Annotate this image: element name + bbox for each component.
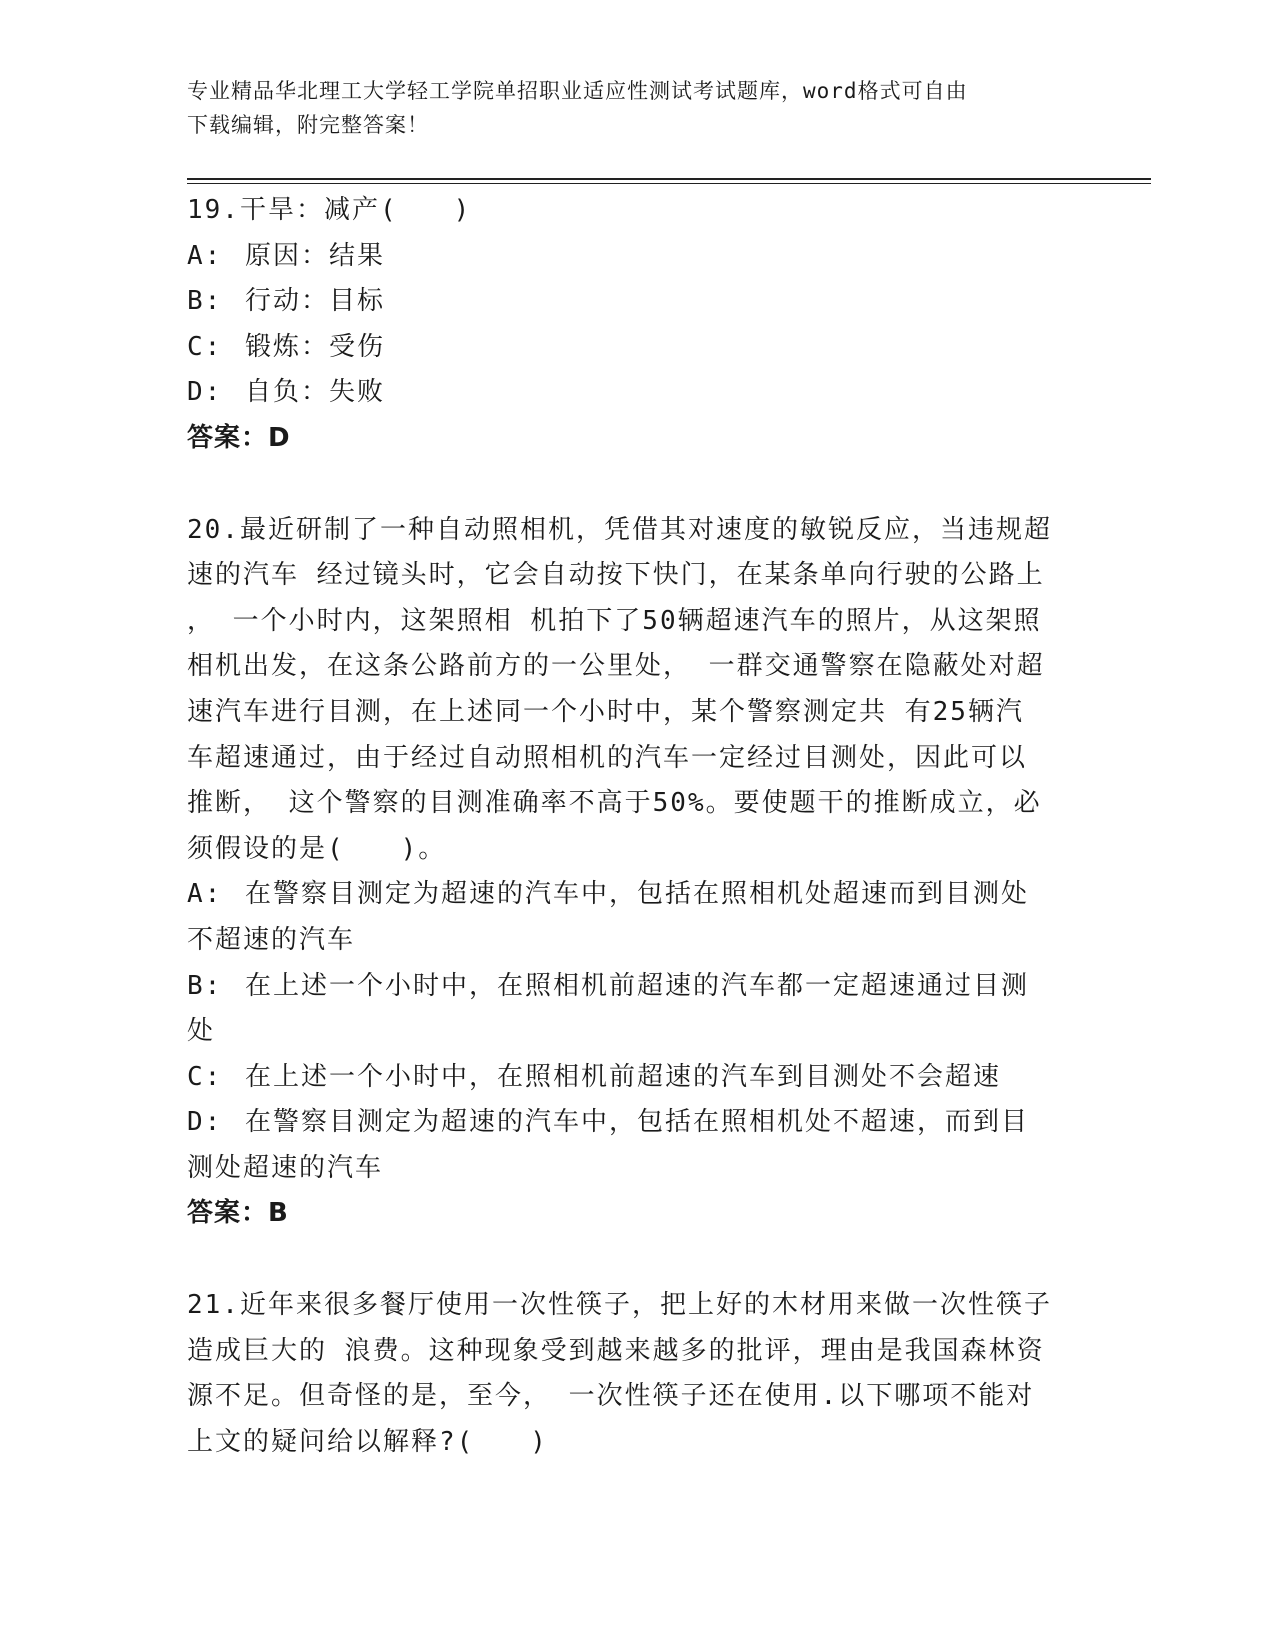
question-21 (187, 1283, 1092, 1465)
question-19 (187, 188, 1092, 462)
option-d (187, 1100, 1092, 1146)
option-text: 在上述一个小时中，在照相机前超速的汽车到目测处不会超速 (245, 1061, 1002, 1092)
question-stem-line: 上文的疑问给以解释?( ) (187, 1426, 548, 1457)
option-text: 在警察目测定为超速的汽车中，包括在照相机处超速而到目测处 (245, 879, 1030, 910)
option-text: 在上述一个小时中，在照相机前超速的汽车都一定超速通过目测 (245, 970, 1030, 1001)
question-stem-line: 造成巨大的 浪费。这种现象受到越来越多的批评，理由是我国森林资 (187, 1335, 1045, 1366)
question-stem-line: 20.最近研制了一种自动照相机，凭借其对速度的敏锐反应，当违规超 (187, 514, 1052, 545)
option-text: 锻炼：受伤 (245, 331, 386, 362)
option-b (187, 964, 1092, 1010)
option-text: 原因：结果 (245, 240, 386, 271)
question-stem-line: 速的汽车 经过镜头时，它会自动按下快门，在某条单向行驶的公路上 (187, 560, 1045, 591)
option-label: B: (187, 286, 223, 317)
option-label: B: (187, 970, 223, 1001)
option-label: D: (187, 377, 223, 408)
question-stem-line: ， 一个小时内，这架照相 机拍下了50辆超速汽车的照片，从这架照 (187, 605, 1042, 636)
answer-text: 答案：D (187, 422, 291, 453)
option-label: D: (187, 1107, 223, 1138)
question-stem-line: 21.近年来很多餐厅使用一次性筷子，把上好的木材用来做一次性筷子 (187, 1290, 1052, 1321)
option-d-continued: 测处超速的汽车 (187, 1152, 384, 1183)
option-a-continued: 不超速的汽车 (187, 924, 356, 955)
option-label: C: (187, 1061, 223, 1092)
question-list (187, 188, 1092, 1465)
option-text: 行动：目标 (245, 286, 386, 317)
question-20 (187, 508, 1092, 1238)
question-stem-line: 相机出发，在这条公路前方的一公里处， 一群交通警察在隐蔽处对超 (187, 651, 1045, 682)
header-line-2: 下载编辑，附完整答案！ (187, 113, 429, 137)
question-stem-line: 车超速通过，由于经过自动照相机的汽车一定经过目测处，因此可以 (187, 742, 1028, 773)
option-c (187, 1055, 1092, 1101)
option-b-continued: 处 (187, 1016, 216, 1047)
option-a (187, 872, 1092, 918)
option-text: 自负：失败 (245, 377, 386, 408)
answer-text: 答案：B (187, 1198, 289, 1229)
option-label: A: (187, 879, 223, 910)
option-text: 在警察目测定为超速的汽车中，包括在照相机处不超速，而到目 (245, 1107, 1030, 1138)
option-label: C: (187, 331, 223, 362)
option-d (187, 370, 1092, 416)
header-rule-thick (187, 178, 1151, 180)
option-label: A: (187, 240, 223, 271)
question-stem-line: 须假设的是( )。 (187, 833, 447, 864)
option-c (187, 325, 1092, 371)
question-stem-line: 速汽车进行目测，在上述同一个小时中，某个警察测定共 有25辆汽 (187, 696, 1024, 727)
header-line-1: 专业精品华北理工大学轻工学院单招职业适应性测试考试题库，word格式可自由 (187, 79, 968, 103)
header-rule-thin (187, 183, 1151, 184)
question-stem-line: 推断， 这个警察的目测准确率不高于50%。要使题干的推断成立，必 (187, 788, 1042, 819)
option-b (187, 279, 1092, 325)
question-stem: 19.干旱：减产( ) (187, 195, 472, 225)
document-header (187, 74, 1067, 142)
option-a (187, 234, 1092, 280)
question-stem-line: 源不足。但奇怪的是，至今， 一次性筷子还在使用.以下哪项不能对 (187, 1381, 1035, 1412)
